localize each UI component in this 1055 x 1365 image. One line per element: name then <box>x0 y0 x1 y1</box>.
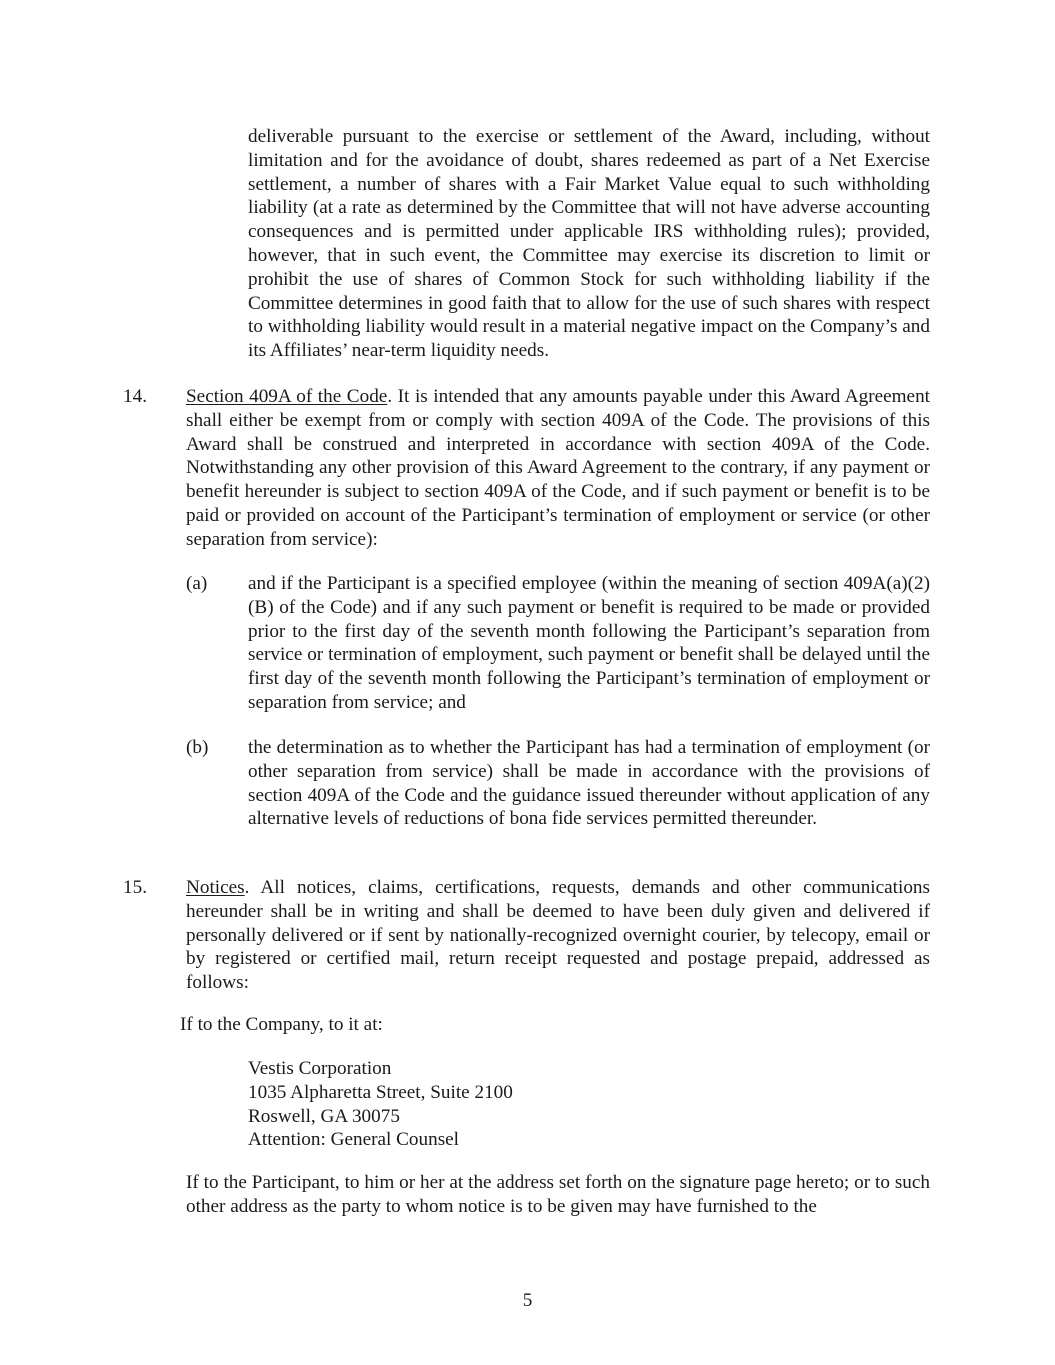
section-14-a-text: and if the Participant is a specified employee (within the meaning of section 409A(a)(2)(B) of the Code) and if any such payment or benefit is required to be made or provided prior to the first day of the seventh month following the Participant’s separation from service or termination of employment, such payment or benefit shall be delayed until the first day of the seventh month following the Participant’s termination of employment or separation from service; and <box>248 573 930 713</box>
participant-address-paragraph: If to the Participant, to him or her at the address set forth on the signature page hereto; or to such other address as the party to whom notice is to be given may have furnished to the <box>186 1172 930 1217</box>
section-14-heading: Section 409A of the Code <box>186 386 388 407</box>
section-15-paragraph <box>186 876 930 995</box>
address-line-attention: Attention: General Counsel <box>248 1129 460 1151</box>
address-line-company: Vestis Corporation <box>248 1058 392 1079</box>
section-15-text: . All notices, claims, certifications, requests, demands and other communications hereunder shall be in writing and shall be deemed to have been duly given and delivered if personally delivered or if sent by nationally-recognized overnight courier, by telecopy, email or by registered or certified mail, return receipt requested and postage prepaid, addressed as follows: <box>186 877 930 994</box>
continuation-paragraph: deliverable pursuant to the exercise or settlement of the Award, including, without limitation and for the avoidance of doubt, shares redeemed as part of a Net Exercise settlement, a number of shares with a Fair Market Value equal to such withholding liability (at a rate as determined by the Committee that will not have adverse accounting consequences and is permitted under applicable IRS withholding rules); provided, however, that in such event, the Committee may exercise its discretion to limit or prohibit the use of shares of Common Stock for such withholding liability if the Committee determines in good faith that to allow for the use of such shares with respect to withholding liability would result in a material negative impact on the Company’s and its Affiliates’ near-term liquidity needs. <box>248 126 930 362</box>
section-14-number: 14. <box>123 386 147 407</box>
section-15-heading: Notices <box>186 877 245 898</box>
address-line-street: 1035 Alpharetta Street, Suite 2100 <box>248 1081 513 1103</box>
section-15-number: 15. <box>123 877 147 898</box>
section-14-text: . It is intended that any amounts payable under this Award Agreement shall either be exempt from or comply with section 409A of the Code. The provisions of this Award shall be construed and interpreted in accordance with section 409A of the Code. Notwithstanding any other provision of this Award Agreement to the contrary, if any payment or benefit hereunder is subject to section 409A of the Code, and if such payment or benefit is to be paid or provided on account of the Participant’s termination of employment or service (or other separation from service): <box>186 386 930 550</box>
section-14-paragraph <box>186 385 930 552</box>
section-14-a-label: (a) <box>186 573 208 594</box>
company-address-block <box>248 1057 513 1152</box>
address-line-city: Roswell, GA 30075 <box>248 1105 400 1127</box>
company-address-intro: If to the Company, to it at: <box>180 1014 383 1035</box>
section-14-b-text: the determination as to whether the Participant has had a termination of employment (or other separation from service) shall be made in accordance with the provisions of section 409A of the Code and the guidance issued thereunder without application of any alternative levels of reductions of bona fide services permitted thereunder. <box>248 737 930 830</box>
page-number: 5 <box>522 1290 533 1311</box>
section-14-b-label: (b) <box>186 737 209 758</box>
